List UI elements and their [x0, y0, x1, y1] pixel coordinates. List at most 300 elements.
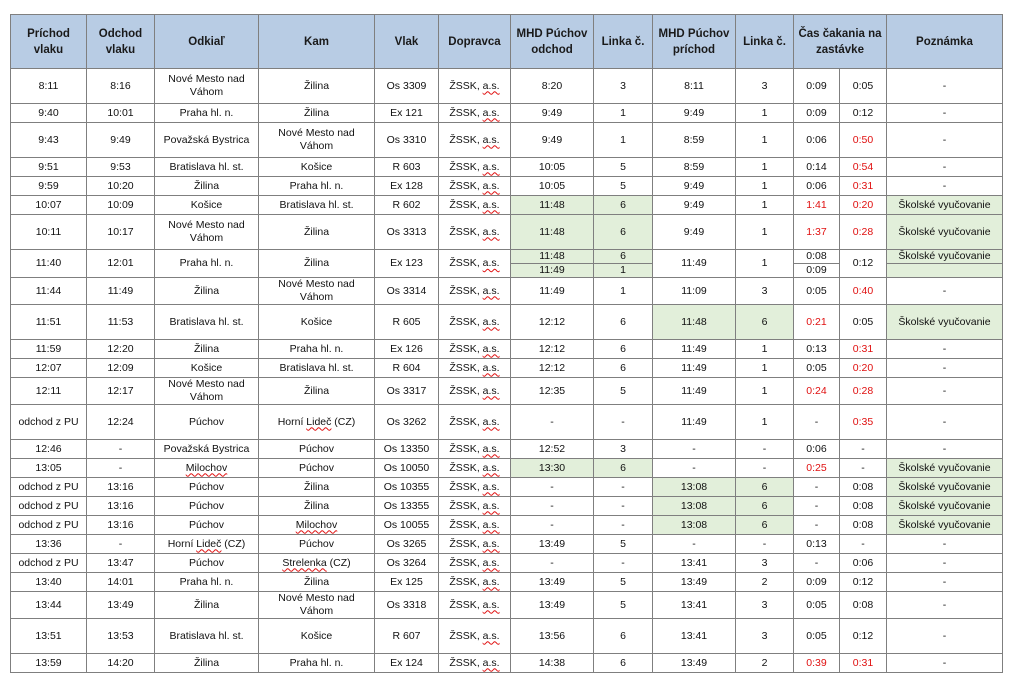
cell-note: - — [887, 359, 1003, 378]
cell-wait1: 0:06 — [794, 177, 840, 196]
cell-dep: 14:20 — [87, 654, 155, 673]
cell-from: Nové Mesto nad Váhom — [155, 215, 259, 250]
header-cas-cakania: Čas čakania na zastávke — [794, 15, 887, 69]
cell-carrier: ŽSSK, a.s. — [439, 340, 511, 359]
cell-line2: 3 — [736, 278, 794, 305]
cell-to: Nové Mesto nad Váhom — [259, 123, 375, 158]
cell-dep: 10:01 — [87, 104, 155, 123]
cell-wait1: 0:06 — [794, 123, 840, 158]
cell-train: Os 10355 — [375, 478, 439, 497]
cell-from: Milochov — [155, 459, 259, 478]
cell-from: Púchov — [155, 478, 259, 497]
cell-arr: 13:59 — [11, 654, 87, 673]
cell-wait2: 0:50 — [840, 123, 887, 158]
cell-from: Bratislava hl. st. — [155, 619, 259, 654]
cell-to: Žilina — [259, 497, 375, 516]
cell-train: Os 10050 — [375, 459, 439, 478]
cell-from: Praha hl. n. — [155, 250, 259, 278]
cell-from: Považská Bystrica — [155, 123, 259, 158]
cell-mhd-arr: 9:49 — [653, 177, 736, 196]
cell-line2: - — [736, 459, 794, 478]
table-row — [11, 405, 1003, 440]
cell-line1: - — [594, 554, 653, 573]
cell-dep: 9:49 — [87, 123, 155, 158]
cell-to: Žilina — [259, 573, 375, 592]
cell-note: - — [887, 278, 1003, 305]
cell-line1: 5 — [594, 592, 653, 619]
cell-train: Ex 123 — [375, 250, 439, 278]
cell-wait2: 0:54 — [840, 158, 887, 177]
cell-note-b — [887, 264, 1003, 278]
cell-line1: 1 — [594, 104, 653, 123]
cell-arr: 12:07 — [11, 359, 87, 378]
cell-line2: 1 — [736, 378, 794, 405]
cell-dep: 10:09 — [87, 196, 155, 215]
cell-dep: 12:24 — [87, 405, 155, 440]
cell-wait1: 0:13 — [794, 535, 840, 554]
cell-train: R 603 — [375, 158, 439, 177]
cell-train: Os 3318 — [375, 592, 439, 619]
cell-carrier: ŽSSK, a.s. — [439, 104, 511, 123]
cell-wait2: 0:40 — [840, 278, 887, 305]
cell-mhd-dep: - — [511, 516, 594, 535]
cell-mhd-dep: 12:12 — [511, 340, 594, 359]
cell-mhd-arr: 13:08 — [653, 497, 736, 516]
cell-to: Bratislava hl. st. — [259, 359, 375, 378]
cell-wait1: 0:08 — [794, 250, 840, 264]
header-row — [11, 15, 1003, 69]
table-row — [11, 516, 1003, 535]
cell-mhd-arr: 11:48 — [653, 305, 736, 340]
cell-line1-b: 1 — [594, 264, 653, 278]
cell-line1: 6 — [594, 250, 653, 264]
cell-line2: 3 — [736, 619, 794, 654]
cell-dep: 13:53 — [87, 619, 155, 654]
cell-train: Os 3309 — [375, 69, 439, 104]
cell-mhd-arr: 11:49 — [653, 359, 736, 378]
cell-line1: - — [594, 497, 653, 516]
cell-mhd-arr: - — [653, 535, 736, 554]
cell-carrier: ŽSSK, a.s. — [439, 619, 511, 654]
cell-arr: 13:44 — [11, 592, 87, 619]
cell-wait1: 1:41 — [794, 196, 840, 215]
cell-mhd-dep: 13:49 — [511, 573, 594, 592]
cell-wait1: - — [794, 478, 840, 497]
cell-train: Os 13350 — [375, 440, 439, 459]
cell-from: Nové Mesto nad Váhom — [155, 378, 259, 405]
cell-to: Žilina — [259, 378, 375, 405]
table-row — [11, 554, 1003, 573]
cell-wait2: 0:08 — [840, 592, 887, 619]
cell-train: Os 13355 — [375, 497, 439, 516]
cell-note: - — [887, 654, 1003, 673]
cell-line2: 3 — [736, 69, 794, 104]
cell-note: Školské vyučovanie — [887, 497, 1003, 516]
cell-from: Horní Lideč (CZ) — [155, 535, 259, 554]
cell-mhd-arr: 8:59 — [653, 123, 736, 158]
cell-wait2: 0:12 — [840, 619, 887, 654]
cell-from: Košice — [155, 359, 259, 378]
cell-wait1: 0:05 — [794, 619, 840, 654]
table-row — [11, 278, 1003, 305]
cell-arr: odchod z PU — [11, 516, 87, 535]
cell-wait1: 0:09 — [794, 69, 840, 104]
cell-train: Os 3264 — [375, 554, 439, 573]
cell-line2: 6 — [736, 497, 794, 516]
cell-arr: 13:05 — [11, 459, 87, 478]
cell-line1: 5 — [594, 535, 653, 554]
header-mhd-prichod: MHD Púchov príchod — [653, 15, 736, 69]
table-body — [11, 69, 1003, 673]
cell-note: - — [887, 158, 1003, 177]
cell-line2: 1 — [736, 359, 794, 378]
cell-mhd-dep: 13:49 — [511, 592, 594, 619]
cell-wait1: 0:14 — [794, 158, 840, 177]
cell-mhd-dep: 14:38 — [511, 654, 594, 673]
cell-wait2: 0:06 — [840, 554, 887, 573]
cell-mhd-arr: 11:49 — [653, 340, 736, 359]
cell-note: - — [887, 440, 1003, 459]
cell-line1: 6 — [594, 619, 653, 654]
cell-carrier: ŽSSK, a.s. — [439, 440, 511, 459]
table-row — [11, 478, 1003, 497]
cell-wait2: 0:12 — [840, 104, 887, 123]
cell-dep: 12:01 — [87, 250, 155, 278]
cell-mhd-dep: - — [511, 405, 594, 440]
cell-mhd-dep: 8:20 — [511, 69, 594, 104]
cell-carrier: ŽSSK, a.s. — [439, 478, 511, 497]
cell-mhd-arr: 9:49 — [653, 215, 736, 250]
cell-line2: 6 — [736, 478, 794, 497]
cell-line1: 3 — [594, 440, 653, 459]
cell-arr: 13:36 — [11, 535, 87, 554]
cell-mhd-arr: 9:49 — [653, 104, 736, 123]
cell-arr: 9:59 — [11, 177, 87, 196]
cell-mhd-arr: 13:49 — [653, 654, 736, 673]
cell-line1: 1 — [594, 278, 653, 305]
cell-train: Ex 126 — [375, 340, 439, 359]
cell-carrier: ŽSSK, a.s. — [439, 592, 511, 619]
cell-to: Praha hl. n. — [259, 654, 375, 673]
cell-wait1: - — [794, 516, 840, 535]
cell-note: - — [887, 405, 1003, 440]
cell-carrier: ŽSSK, a.s. — [439, 535, 511, 554]
cell-dep: 13:16 — [87, 516, 155, 535]
cell-wait1: 0:05 — [794, 278, 840, 305]
cell-train: Os 3262 — [375, 405, 439, 440]
cell-note: Školské vyučovanie — [887, 250, 1003, 264]
cell-carrier: ŽSSK, a.s. — [439, 654, 511, 673]
cell-carrier: ŽSSK, a.s. — [439, 459, 511, 478]
cell-arr: 13:40 — [11, 573, 87, 592]
cell-carrier: ŽSSK, a.s. — [439, 405, 511, 440]
cell-dep: - — [87, 535, 155, 554]
cell-wait1: 0:21 — [794, 305, 840, 340]
table-row — [11, 592, 1003, 619]
cell-line2: 6 — [736, 305, 794, 340]
cell-note: - — [887, 69, 1003, 104]
cell-arr: 10:11 — [11, 215, 87, 250]
cell-train: R 605 — [375, 305, 439, 340]
header-kam: Kam — [259, 15, 375, 69]
cell-line1: 5 — [594, 573, 653, 592]
cell-dep: 13:49 — [87, 592, 155, 619]
cell-dep: 11:49 — [87, 278, 155, 305]
cell-train: R 607 — [375, 619, 439, 654]
cell-wait1: 0:06 — [794, 440, 840, 459]
cell-line1: 1 — [594, 123, 653, 158]
cell-mhd-dep: 13:49 — [511, 535, 594, 554]
cell-carrier: ŽSSK, a.s. — [439, 554, 511, 573]
cell-wait2: 0:08 — [840, 478, 887, 497]
cell-carrier: ŽSSK, a.s. — [439, 177, 511, 196]
cell-to: Košice — [259, 158, 375, 177]
cell-line2: 2 — [736, 654, 794, 673]
cell-mhd-arr: - — [653, 440, 736, 459]
cell-mhd-dep: 10:05 — [511, 177, 594, 196]
table-row — [11, 573, 1003, 592]
cell-to: Nové Mesto nad Váhom — [259, 592, 375, 619]
cell-carrier: ŽSSK, a.s. — [439, 573, 511, 592]
cell-wait2: 0:35 — [840, 405, 887, 440]
cell-carrier: ŽSSK, a.s. — [439, 158, 511, 177]
cell-to: Košice — [259, 305, 375, 340]
header-linka-1: Linka č. — [594, 15, 653, 69]
cell-wait2: 0:28 — [840, 215, 887, 250]
cell-to: Púchov — [259, 440, 375, 459]
cell-to: Púchov — [259, 459, 375, 478]
cell-wait2: 0:20 — [840, 359, 887, 378]
cell-to: Strelenka (CZ) — [259, 554, 375, 573]
cell-to: Milochov — [259, 516, 375, 535]
table-row — [11, 69, 1003, 104]
cell-line1: 6 — [594, 359, 653, 378]
cell-arr: 10:07 — [11, 196, 87, 215]
cell-dep: 12:09 — [87, 359, 155, 378]
cell-wait1-b: 0:09 — [794, 264, 840, 278]
cell-line2: 1 — [736, 177, 794, 196]
cell-wait1: 0:24 — [794, 378, 840, 405]
cell-carrier: ŽSSK, a.s. — [439, 305, 511, 340]
cell-carrier: ŽSSK, a.s. — [439, 196, 511, 215]
cell-carrier: ŽSSK, a.s. — [439, 250, 511, 278]
cell-wait2: 0:12 — [840, 573, 887, 592]
cell-line2: 3 — [736, 592, 794, 619]
cell-arr: 13:51 — [11, 619, 87, 654]
cell-arr: 12:46 — [11, 440, 87, 459]
cell-line1: 6 — [594, 215, 653, 250]
cell-line1: 6 — [594, 340, 653, 359]
cell-wait2: - — [840, 459, 887, 478]
cell-mhd-arr: 11:09 — [653, 278, 736, 305]
cell-carrier: ŽSSK, a.s. — [439, 123, 511, 158]
cell-mhd-arr: 13:08 — [653, 516, 736, 535]
cell-arr: odchod z PU — [11, 554, 87, 573]
cell-to: Horní Lideč (CZ) — [259, 405, 375, 440]
cell-from: Bratislava hl. st. — [155, 158, 259, 177]
table-row — [11, 196, 1003, 215]
cell-note: - — [887, 592, 1003, 619]
cell-line2: - — [736, 535, 794, 554]
cell-from: Bratislava hl. st. — [155, 305, 259, 340]
cell-line2: 2 — [736, 573, 794, 592]
cell-mhd-dep: 13:30 — [511, 459, 594, 478]
cell-wait1: 0:39 — [794, 654, 840, 673]
cell-line1: 3 — [594, 69, 653, 104]
cell-to: Žilina — [259, 250, 375, 278]
cell-from: Žilina — [155, 340, 259, 359]
cell-line1: - — [594, 478, 653, 497]
cell-to: Bratislava hl. st. — [259, 196, 375, 215]
cell-wait2: 0:20 — [840, 196, 887, 215]
cell-line1: 5 — [594, 158, 653, 177]
cell-dep: 8:16 — [87, 69, 155, 104]
cell-note: - — [887, 378, 1003, 405]
cell-from: Žilina — [155, 592, 259, 619]
cell-mhd-arr: 8:59 — [653, 158, 736, 177]
cell-wait1: 0:25 — [794, 459, 840, 478]
cell-mhd-dep-b: 11:49 — [511, 264, 594, 278]
cell-from: Púchov — [155, 516, 259, 535]
cell-mhd-arr: - — [653, 459, 736, 478]
cell-train: Os 3317 — [375, 378, 439, 405]
cell-mhd-dep: 12:12 — [511, 359, 594, 378]
cell-from: Púchov — [155, 497, 259, 516]
cell-line2: 1 — [736, 158, 794, 177]
cell-line2: 1 — [736, 250, 794, 278]
cell-line2: 3 — [736, 554, 794, 573]
cell-from: Praha hl. n. — [155, 573, 259, 592]
cell-wait2: 0:12 — [840, 250, 887, 278]
cell-line1: 6 — [594, 459, 653, 478]
cell-note: - — [887, 104, 1003, 123]
cell-dep: 12:17 — [87, 378, 155, 405]
cell-carrier: ŽSSK, a.s. — [439, 215, 511, 250]
cell-wait1: 0:13 — [794, 340, 840, 359]
cell-train: Ex 121 — [375, 104, 439, 123]
cell-mhd-dep: - — [511, 497, 594, 516]
cell-arr: 9:43 — [11, 123, 87, 158]
cell-note: - — [887, 535, 1003, 554]
cell-dep: 13:16 — [87, 497, 155, 516]
cell-mhd-dep: 12:52 — [511, 440, 594, 459]
cell-line2: 1 — [736, 340, 794, 359]
cell-train: Ex 124 — [375, 654, 439, 673]
cell-note: Školské vyučovanie — [887, 305, 1003, 340]
cell-wait2: 0:31 — [840, 340, 887, 359]
cell-arr: 11:59 — [11, 340, 87, 359]
cell-mhd-dep: 12:12 — [511, 305, 594, 340]
cell-mhd-dep: 9:49 — [511, 123, 594, 158]
cell-carrier: ŽSSK, a.s. — [439, 497, 511, 516]
cell-mhd-arr: 13:08 — [653, 478, 736, 497]
cell-note: Školské vyučovanie — [887, 459, 1003, 478]
cell-train: Ex 128 — [375, 177, 439, 196]
cell-dep: 11:53 — [87, 305, 155, 340]
cell-arr: odchod z PU — [11, 405, 87, 440]
cell-dep: 13:47 — [87, 554, 155, 573]
cell-line2: 1 — [736, 123, 794, 158]
cell-dep: 10:20 — [87, 177, 155, 196]
cell-line1: 6 — [594, 305, 653, 340]
header-linka-2: Linka č. — [736, 15, 794, 69]
cell-mhd-arr: 13:41 — [653, 554, 736, 573]
cell-mhd-dep: 11:48 — [511, 215, 594, 250]
cell-wait2: - — [840, 535, 887, 554]
cell-mhd-dep: 11:48 — [511, 196, 594, 215]
cell-wait2: - — [840, 440, 887, 459]
cell-train: Os 3310 — [375, 123, 439, 158]
cell-carrier: ŽSSK, a.s. — [439, 516, 511, 535]
cell-mhd-arr: 13:49 — [653, 573, 736, 592]
cell-note: - — [887, 123, 1003, 158]
cell-mhd-dep: - — [511, 554, 594, 573]
cell-from: Púchov — [155, 405, 259, 440]
header-poznamka: Poznámka — [887, 15, 1003, 69]
cell-line1: 5 — [594, 378, 653, 405]
cell-from: Žilina — [155, 654, 259, 673]
cell-wait2: 0:31 — [840, 654, 887, 673]
cell-train: Os 3313 — [375, 215, 439, 250]
cell-line2: 6 — [736, 516, 794, 535]
header-odkial: Odkiaľ — [155, 15, 259, 69]
table-row — [11, 378, 1003, 405]
cell-train: Os 3265 — [375, 535, 439, 554]
table-row — [11, 619, 1003, 654]
cell-mhd-arr: 11:49 — [653, 378, 736, 405]
cell-line2: 1 — [736, 215, 794, 250]
cell-wait2: 0:08 — [840, 516, 887, 535]
cell-from: Žilina — [155, 278, 259, 305]
cell-line1: 6 — [594, 196, 653, 215]
table-row — [11, 535, 1003, 554]
cell-from: Žilina — [155, 177, 259, 196]
cell-note: - — [887, 554, 1003, 573]
cell-wait2: 0:08 — [840, 497, 887, 516]
cell-train: R 602 — [375, 196, 439, 215]
cell-dep: 13:16 — [87, 478, 155, 497]
table-row — [11, 104, 1003, 123]
cell-arr: 9:51 — [11, 158, 87, 177]
header-dopravca: Dopravca — [439, 15, 511, 69]
connections-table — [10, 14, 1003, 673]
cell-wait1: - — [794, 405, 840, 440]
cell-mhd-dep: 9:49 — [511, 104, 594, 123]
cell-wait2: 0:05 — [840, 69, 887, 104]
cell-wait1: - — [794, 497, 840, 516]
cell-to: Košice — [259, 619, 375, 654]
cell-carrier: ŽSSK, a.s. — [439, 378, 511, 405]
cell-to: Žilina — [259, 104, 375, 123]
cell-carrier: ŽSSK, a.s. — [439, 69, 511, 104]
cell-note: - — [887, 340, 1003, 359]
cell-note: - — [887, 573, 1003, 592]
header-odchod: Odchod vlaku — [87, 15, 155, 69]
cell-line2: 1 — [736, 196, 794, 215]
cell-mhd-dep: - — [511, 478, 594, 497]
cell-dep: - — [87, 440, 155, 459]
cell-train: R 604 — [375, 359, 439, 378]
cell-line1: - — [594, 405, 653, 440]
table-row — [11, 215, 1003, 250]
cell-dep: - — [87, 459, 155, 478]
cell-dep: 9:53 — [87, 158, 155, 177]
table-row — [11, 177, 1003, 196]
cell-mhd-dep: 10:05 — [511, 158, 594, 177]
cell-line1: - — [594, 516, 653, 535]
cell-wait2: 0:31 — [840, 177, 887, 196]
cell-to: Praha hl. n. — [259, 340, 375, 359]
